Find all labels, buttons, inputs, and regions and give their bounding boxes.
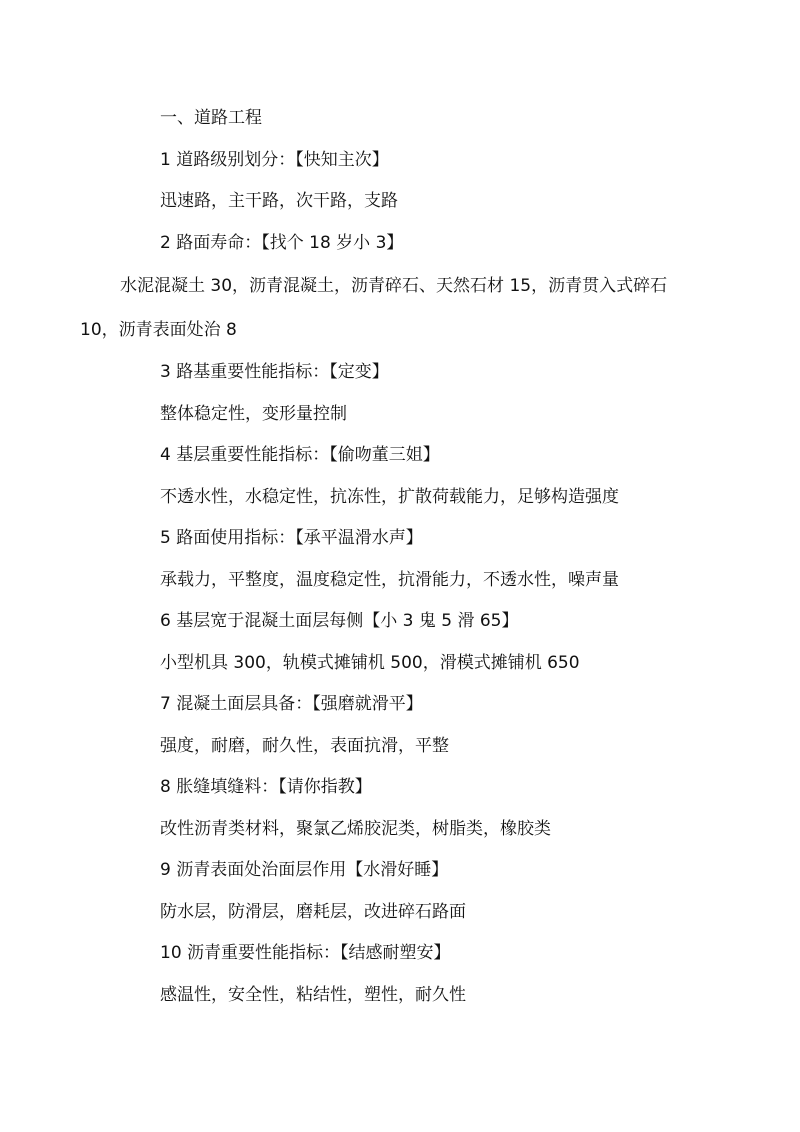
- item-content-7: 强度，耐磨，耐久性，表面抗滑，平整: [160, 735, 449, 756]
- item-content-2: 水泥混凝土 30，沥青混凝土，沥青碎石、天然石材 15，沥青贯入式碎石 10，沥青表面处治 8: [80, 276, 668, 340]
- item-title-8: 8 胀缝填缝料：【请你指教】: [160, 777, 372, 797]
- item-content-10: 感温性，安全性，粘结性，塑性，耐久性: [160, 984, 466, 1005]
- item-title-5: 5 路面使用指标：【承平温滑水声】: [160, 528, 423, 548]
- item-title-4: 4 基层重要性能指标：【偷吻董三姐】: [160, 445, 440, 465]
- item-title-2: 2 路面寿命：【找个 18 岁小 3】: [160, 232, 404, 253]
- item-content-4: 不透水性，水稳定性，抗冻性，扩散荷载能力，足够构造强度: [160, 486, 619, 507]
- document-body: [80, 98, 690, 1016]
- item-title-10: 10 沥青重要性能指标：【结感耐塑安】: [160, 943, 451, 963]
- item-title-6: 6 基层宽于混凝土面层每侧【小 3 鬼 5 滑 65】: [160, 611, 519, 631]
- item-content-9: 防水层，防滑层，磨耗层，改进碎石路面: [160, 901, 466, 922]
- item-title-7: 7 混凝土面层具备：【强磨就滑平】: [160, 694, 423, 714]
- item-content-5: 承载力，平整度，温度稳定性，抗滑能力，不透水性，噪声量: [160, 569, 619, 590]
- item-title-3: 3 路基重要性能指标：【定变】: [160, 362, 389, 382]
- item-content-1: 迅速路，主干路，次干路，支路: [160, 191, 398, 211]
- item-title-9: 9 沥青表面处治面层作用【水滑好睡】: [160, 860, 449, 880]
- item-title-1: 1 道路级别划分：【快知主次】: [160, 149, 389, 170]
- item-content-6: 小型机具 300，轨模式摊铺机 500，滑模式摊铺机 650: [160, 652, 580, 673]
- item-content-8: 改性沥青类材料，聚氯乙烯胶泥类，树脂类，橡胶类: [160, 818, 551, 839]
- section-heading: 一、道路工程: [160, 108, 262, 128]
- item-content-3: 整体稳定性，变形量控制: [160, 403, 347, 424]
